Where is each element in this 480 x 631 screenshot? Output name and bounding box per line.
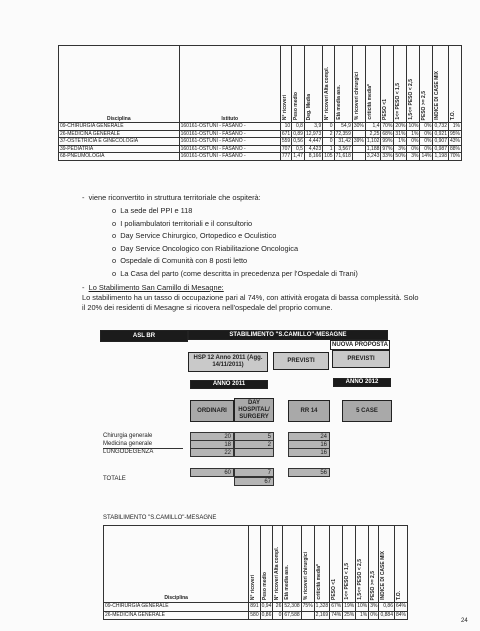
column-header [356,526,369,603]
diagram-ordinari-cell: 18 [190,440,234,449]
table-cell: 12,973 [305,130,322,137]
table-cell: 0,907 [434,138,447,144]
table-cell: 3,9 [304,123,322,131]
circle-bullet-icon: o [112,256,121,266]
column-header: Disciplina [59,46,180,123]
table-cell: 39-PEDIATRIA [59,145,180,153]
table-cell: 3,567 [334,145,352,153]
table-cell: 19% [344,603,355,609]
table-cell: 8,166 [304,153,322,161]
table-cell: 0 [323,138,334,146]
table-cell: 37-OSTETRICIA E GINECOLOGIA [59,138,180,146]
column-header-label: T.O. [395,590,402,600]
table-row [59,138,462,146]
table-cell: 0% [407,138,420,146]
table-row [59,123,462,131]
diagram-ordinari-cell: 22 [190,448,234,457]
bullet-dash: - [82,193,89,202]
column-header [448,46,461,123]
table-cell: 0% [420,123,433,131]
table-cell: 0,5 [292,145,305,153]
table-cell: 70% [449,153,460,159]
column-header-label: T.O. [449,110,456,120]
column-header-label: 1,5<= PESO < 2,5 [357,559,364,600]
stab-label: STABILIMENTO "S.CAMILLO"-MESAGNE [188,330,388,340]
table-cell: 09-CHIRURGIA GENERALE [59,123,180,131]
column-header-label: 1,5<= PESO < 2,5 [408,79,415,120]
table-cell: 99% [382,138,393,144]
tot-ordinari: 60 [190,468,234,477]
table-cell: 31,42 [334,138,352,146]
table-cell: 0,884 [380,611,393,618]
column-header-label: 1<= PESO < 1,5 [395,83,402,120]
table-cell: 0,86 [379,603,395,612]
table-cell: 0,8 [292,123,305,131]
column-header [365,46,381,123]
table-cell: 777 [281,153,291,159]
column-header [314,526,330,603]
discipline-table-ostuni [58,45,462,161]
circle-bullet-icon: o [112,243,121,253]
table-cell: 3% [394,145,407,153]
table-cell: 3% [407,153,420,161]
column-header-label: N° ricoveri Alta compl. [324,66,331,120]
rr14-label: RR 14 [288,400,330,422]
column-header [433,46,449,123]
table-cell: 97% [382,145,393,152]
table-cell: 33% [382,153,393,159]
column-header-label: N° ricoveri [281,94,288,120]
table-cell: 4,423 [304,145,322,153]
table-cell: 1,47 [293,153,303,159]
table-cell [301,611,314,620]
table-cell: 30% [353,123,364,129]
list-item: o Ospedale di Comunità con 8 posti letto [112,256,248,266]
table-cell: 1% [407,130,420,138]
previsti-label-2: PREVISTI [332,350,390,368]
diagram-ordinari-cell: 20 [190,432,234,441]
column-header [301,526,314,603]
table-cell: 72,359 [335,130,351,137]
section-line-2: il 20% dei residenti di Mesagne si ricovera nell'ospedale del proprio comune. [82,303,333,312]
table-cell: 1,4 [365,123,381,131]
column-header [420,46,433,123]
column-header [260,526,273,603]
nuova-proposta-label: NUOVA PROPOSTA [330,340,390,350]
column-header [394,526,407,603]
list-item: o La sede del PPI e 118 [112,206,193,215]
table-cell: 671 [281,130,291,137]
table-cell: 75% [302,603,313,609]
table-cell: 707 [281,145,291,152]
table-cell: 580 [250,611,259,618]
table-cell: 0,94 [261,603,272,609]
section-line-1: Lo stabilimento ha un tasso di occupazione pari al 74%, con attività erogata di bassa complessità. Solo [82,293,419,302]
diagram-row-label: LUNGODEGENZA [103,449,154,455]
column-header-label: PESO >= 2,5 [370,570,377,600]
table-cell: 0,987 [434,145,447,152]
table-cell [352,153,365,161]
column-header-label: N° ricoveri Alta compl. [274,546,281,600]
circle-bullet-icon: o [112,218,121,228]
column-header [334,46,352,123]
table-cell: 2 [323,130,334,138]
column-header [323,46,334,123]
column-header [249,526,260,603]
table-cell: 160161-OSTUNI - FASANO - [179,153,280,161]
column-header [280,46,291,123]
table-cell: 68-PNEUMOLOGIA [59,153,180,161]
circle-bullet-icon: o [112,268,121,278]
diagram-previsti-cell: 16 [288,440,330,449]
table-cell: 52,308 [284,603,300,609]
table-cell: 0% [420,138,433,146]
column-header-label: Deg. Media [305,93,312,120]
table-cell: 70% [382,123,393,129]
table-cell: 891 [250,603,259,609]
circle-bullet-icon: o [112,231,121,241]
column-header [330,526,343,603]
column-header [394,46,407,123]
list-item: o La Casa del parto (come descritta in precedenza per l'Ospedale di Trani) [112,268,358,278]
table-cell: 3,243 [366,153,380,159]
table-cell: 1,328 [315,603,329,609]
table-cell: 31% [395,130,406,137]
table-cell: 68% [382,130,393,137]
column-header [273,526,283,603]
table-cell: 559 [281,138,291,144]
table-cell: 1% [356,611,369,620]
table-cell: 1% [394,138,407,146]
table-cell: 2,25 [365,130,381,138]
page-number: 24 [461,618,468,624]
column-header [379,526,395,603]
table-cell: 20% [395,123,406,129]
tot-sum: 67 [234,477,274,486]
table-cell: 4,447 [304,138,322,146]
list-item: o I poliambulatori territoriali e il consultorio [112,218,253,228]
column-header-label: 1<= PESO < 1,5 [344,563,351,600]
column-header-label: INDICE DI CASE MIX [434,71,441,120]
circle-bullet-icon: o [112,206,121,215]
table-cell: 0% [420,145,433,153]
day-hospital-label: DAY HOSPITAL/ SURGERY [234,398,274,422]
table-cell: 10% [408,123,419,129]
column-header [292,46,305,123]
table-cell: 71,618 [335,153,351,159]
table-cell: 39% [353,138,364,144]
table-cell [352,130,365,138]
column-header [369,526,379,603]
table-cell: 160161-OSTUNI - FASANO - [179,138,280,146]
table-cell: 0,86 [261,611,272,618]
table-cell [352,145,365,153]
case-label: 5 CASE [342,400,392,422]
bullet-dash: - [82,283,89,292]
column-header-label: PESO >= 2,5 [421,90,428,120]
table-cell: 1% [448,123,461,131]
asl-label: ASL BR [100,330,188,342]
table-cell: 1,102 [366,138,380,144]
diagram-previsti-cell: 16 [288,448,330,457]
column-header-label: Peso medio [293,91,300,120]
table-cell: 43% [449,138,460,144]
column-header: Istituto [179,46,280,123]
column-header-label: Età media ass. [335,85,342,120]
intro-text: - viene riconvertito in struttura territoriale che ospiterà: [82,193,261,202]
table-cell: 67% [331,603,342,609]
table-cell: 0,56 [293,138,303,144]
diagram-row-label: Medicina generale [103,441,153,447]
table-row [59,153,462,161]
table-cell: 2,169 [315,611,329,618]
column-header-label: % ricoveri chirurgici [353,71,360,120]
table-cell: 10% [357,603,368,609]
discipline-table-mesagne [103,525,408,620]
anno-2012-label: ANNO 2012 [333,378,391,387]
table-row [104,603,408,612]
column-header [304,46,322,123]
column-header: Disciplina [104,526,249,603]
table-cell: 25% [344,611,355,618]
table-cell: 26-MEDICINA GENERALE [59,130,180,138]
table-cell: 0 [323,123,334,131]
services-list [112,205,358,281]
table-row [104,611,408,620]
table-cell: 54,9 [334,123,352,131]
table-cell: 160161-OSTUNI - FASANO - [179,123,280,131]
table-cell: 160161-OSTUNI - FASANO - [179,130,280,138]
table-cell: 0,732 [434,123,447,129]
column-header-label: PESO <1 [331,579,338,600]
column-header-label: % ricoveri chirurgici [302,551,309,600]
ordinari-label: ORDINARI [190,400,234,422]
bottom-table-caption: STABILIMENTO "S.CAMILLO"-MESAGNE [103,515,217,521]
list-item: o Day Service Chirurgico, Ortopedico e Oculistico [112,231,277,241]
table-row [59,130,462,138]
table-cell: 1,188 [366,145,380,152]
column-header-label: PESO <1 [382,99,389,120]
table-cell: 09-CHIRURGIA GENERALE [104,603,249,612]
column-header-label: Peso medio [261,571,268,600]
table-cell: 26-MEDICINA GENERALE [104,611,249,620]
table-cell: 105 [324,153,333,159]
column-header-label: criticità media* [366,84,373,120]
table-cell: 74% [331,611,342,618]
table-cell: 26 [273,603,283,612]
column-header [407,46,420,123]
table-cell: 14% [421,153,432,159]
table-cell: 0% [407,145,420,153]
table-cell: 1 [323,145,334,153]
column-header-label: criticità media* [315,564,322,600]
anno-2011-label: ANNO 2011 [190,380,268,389]
table-cell: 1,198 [434,153,447,159]
column-header [352,46,365,123]
diagram-day-cell: 2 [234,440,274,449]
table-cell: 10 [280,123,291,131]
column-header-label: N° ricoveri [250,574,257,600]
section-title: - Lo Stabilimento San Camillo di Mesagne: [82,283,224,292]
tot-previsti: 56 [288,468,330,477]
hsp-label: HSP 12 Anno 2011 (Agg. 14/11/2011) [188,352,268,372]
divider [103,448,183,449]
column-header [343,526,356,603]
diagram-day-cell: 5 [234,432,274,441]
column-header [381,46,394,123]
table-cell: 0,89 [293,130,303,137]
totale-label: TOTALE [103,476,126,482]
diagram-row-label: Chirurgia generale [103,433,153,439]
table-cell: 3% [370,603,378,609]
column-header-label: INDICE DI CASE MIX [380,551,387,600]
column-header [283,526,301,603]
table-cell: 64% [395,603,406,609]
table-cell: 84% [395,611,406,618]
previsti-label-1: PREVISTI [273,352,329,370]
table-cell: 88% [449,145,460,152]
table-cell: 67,588 [284,611,300,618]
table-cell: 0 [273,611,283,620]
table-cell: 160161-OSTUNI - FASANO - [179,145,280,153]
table-cell: 0% [420,130,433,138]
diagram-previsti-cell: 24 [288,432,330,441]
column-header-label: Età media ass. [284,565,291,600]
list-item: o Day Service Oncologico con Riabilitazione Oncologica [112,243,299,253]
table-cell: 0,921 [434,130,447,137]
table-row [59,145,462,153]
diagram-day-cell [234,448,274,457]
table-cell: 0% [370,611,378,618]
table-cell: 95% [449,130,460,137]
table-cell: 50% [395,153,406,159]
tot-day: 7 [234,468,274,477]
